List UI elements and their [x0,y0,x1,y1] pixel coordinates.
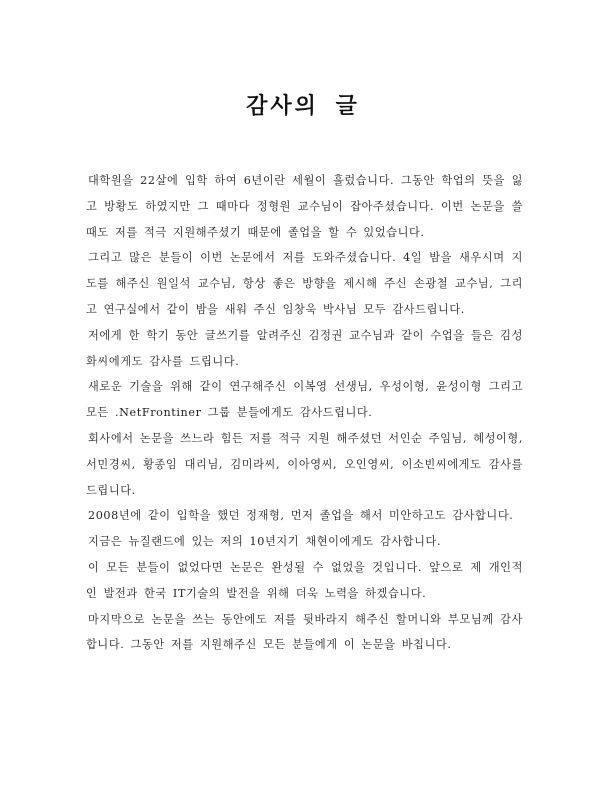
paragraph-8: 이 모든 분들이 없었다면 논문은 완성될 수 없었을 것입니다. 앞으로 제 개인적인 발전과 한국 IT기술의 발전을 위해 더욱 노력을 하겠습니다. [86,560,523,600]
paragraph-7: 지금은 뉴질랜드에 있는 저의 10년지기 채현이에게도 감사합니다. [88,535,442,549]
paragraph-1: 대학원을 22살에 입학 하여 6년이란 세월이 흘렀습니다. 그동안 학업의 뜻을 잃고 방황도 하였지만 그 때마다 정형원 교수님이 잡아주셨습니다. 이번 논문을 쓸 때도 저를 적극 지원해주셨기 때문에 졸업을 할 수 있었습니다. [86,174,523,239]
paragraph-6: 2008년에 같이 입학을 했던 정재형, 먼저 졸업을 해서 미안하고도 감사합니다. [88,509,514,523]
acknowledgement-body [86,168,523,658]
paragraph-3: 저에게 한 학기 동안 글쓰기를 알려주신 김정권 교수님과 같이 수업을 들은 김성화씨에게도 감사를 드립니다. [86,328,523,368]
paragraph-5: 회사에서 논문을 쓰느라 힘든 저를 적극 지원 해주셨던 서인순 주임님, 혜성이형, 서민경씨, 황종임 대리님, 김미라씨, 이아영씨, 오인영씨, 이소빈씨에게도 감사를 드립니다. [86,431,523,497]
paragraph-4: 새로운 기술을 위해 같이 연구해주신 이복영 선생님, 우성이형, 윤성이형 그리고 모든 .NetFrontiner 그룹 분들에게도 감사드립니다. [86,380,523,420]
page-title: 감사의 글 [246,94,360,119]
paragraph-2: 그리고 많은 분들이 이번 논문에서 저를 도와주셨습니다. 4일 밤을 새우시며 지도를 해주신 원일석 교수님, 항상 좋은 방향을 제시해 주신 손광철 교수님, 그리고 연구실에서 같이 밤을 새워 주신 임창욱 박사님 모두 감사드립니다. [86,251,523,316]
paragraph-9: 마지막으로 논문을 쓰는 동안에도 저를 뒷바라지 해주신 할머니와 부모님께 감사합니다. 그동안 저를 지원해주신 모든 분들에게 이 논문을 바칩니다. [86,612,523,652]
